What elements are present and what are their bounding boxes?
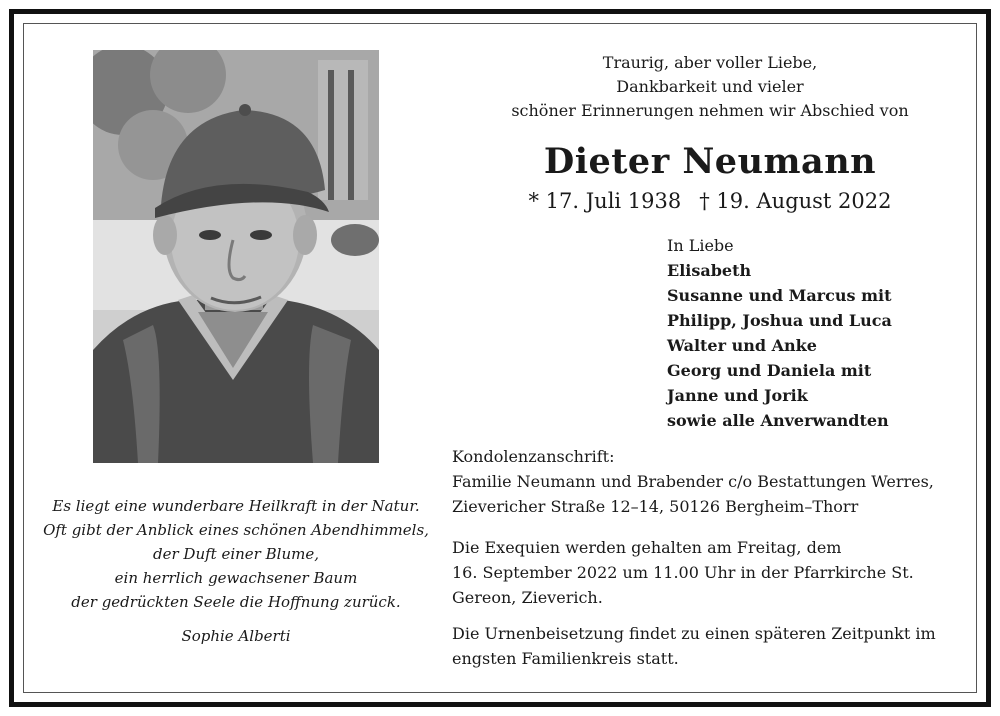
urn-line: engsten Familienkreis statt. bbox=[452, 649, 679, 668]
poem-author: Sophie Alberti bbox=[181, 627, 291, 645]
family-heading: In Liebe bbox=[667, 236, 734, 255]
family-member: Georg und Daniela mit bbox=[667, 361, 872, 380]
life-dates bbox=[440, 187, 980, 215]
intro-line: Traurig, aber voller Liebe, bbox=[602, 53, 818, 72]
poem-line: Es liegt eine wunderbare Heilkraft in der Natur. bbox=[52, 497, 420, 515]
condolence-line: Zievericher Straße 12–14, 50126 Bergheim–Thorr bbox=[452, 497, 859, 516]
intro-text bbox=[440, 51, 980, 123]
exequien-line: Die Exequien werden gehalten am Freitag, dem bbox=[452, 538, 842, 557]
condolence-address bbox=[452, 444, 982, 519]
poem-line: der gedrückten Seele die Hoffnung zurück. bbox=[71, 593, 401, 611]
intro-line: schöner Erinnerungen nehmen wir Abschied von bbox=[511, 101, 909, 120]
urn-line: Die Urnenbeisetzung findet zu einen späteren Zeitpunkt im bbox=[452, 624, 936, 643]
family-member: Philipp, Joshua und Luca bbox=[667, 311, 892, 330]
poem-block bbox=[40, 494, 432, 648]
portrait-photo bbox=[93, 50, 379, 463]
family-member: sowie alle Anverwandten bbox=[667, 411, 889, 430]
family-member: Elisabeth bbox=[667, 261, 752, 280]
condolence-line: Familie Neumann und Brabender c/o Bestattungen Werres, bbox=[452, 472, 934, 491]
exequien-notice bbox=[452, 535, 982, 610]
family-block bbox=[667, 233, 967, 433]
poem-line: Oft gibt der Anblick eines schönen Abendhimmels, bbox=[43, 521, 429, 539]
deceased-name: Dieter Neumann bbox=[543, 141, 877, 182]
family-member: Susanne und Marcus mit bbox=[667, 286, 892, 305]
urn-burial-notice bbox=[452, 621, 982, 671]
exequien-line: 16. September 2022 um 11.00 Uhr in der Pfarrkirche St. bbox=[452, 563, 914, 582]
family-member: Janne und Jorik bbox=[667, 386, 808, 405]
poem-line: der Duft einer Blume, bbox=[153, 545, 319, 563]
birth-date: * 17. Juli 1938 bbox=[528, 189, 682, 213]
death-date: † 19. August 2022 bbox=[699, 189, 892, 213]
poem-line: ein herrlich gewachsener Baum bbox=[114, 569, 358, 587]
portrait-illustration bbox=[93, 50, 379, 463]
family-member: Walter und Anke bbox=[667, 336, 817, 355]
intro-line: Dankbarkeit und vieler bbox=[616, 77, 804, 96]
condolence-line: Kondolenzanschrift: bbox=[452, 447, 615, 466]
exequien-line: Gereon, Zieverich. bbox=[452, 588, 603, 607]
